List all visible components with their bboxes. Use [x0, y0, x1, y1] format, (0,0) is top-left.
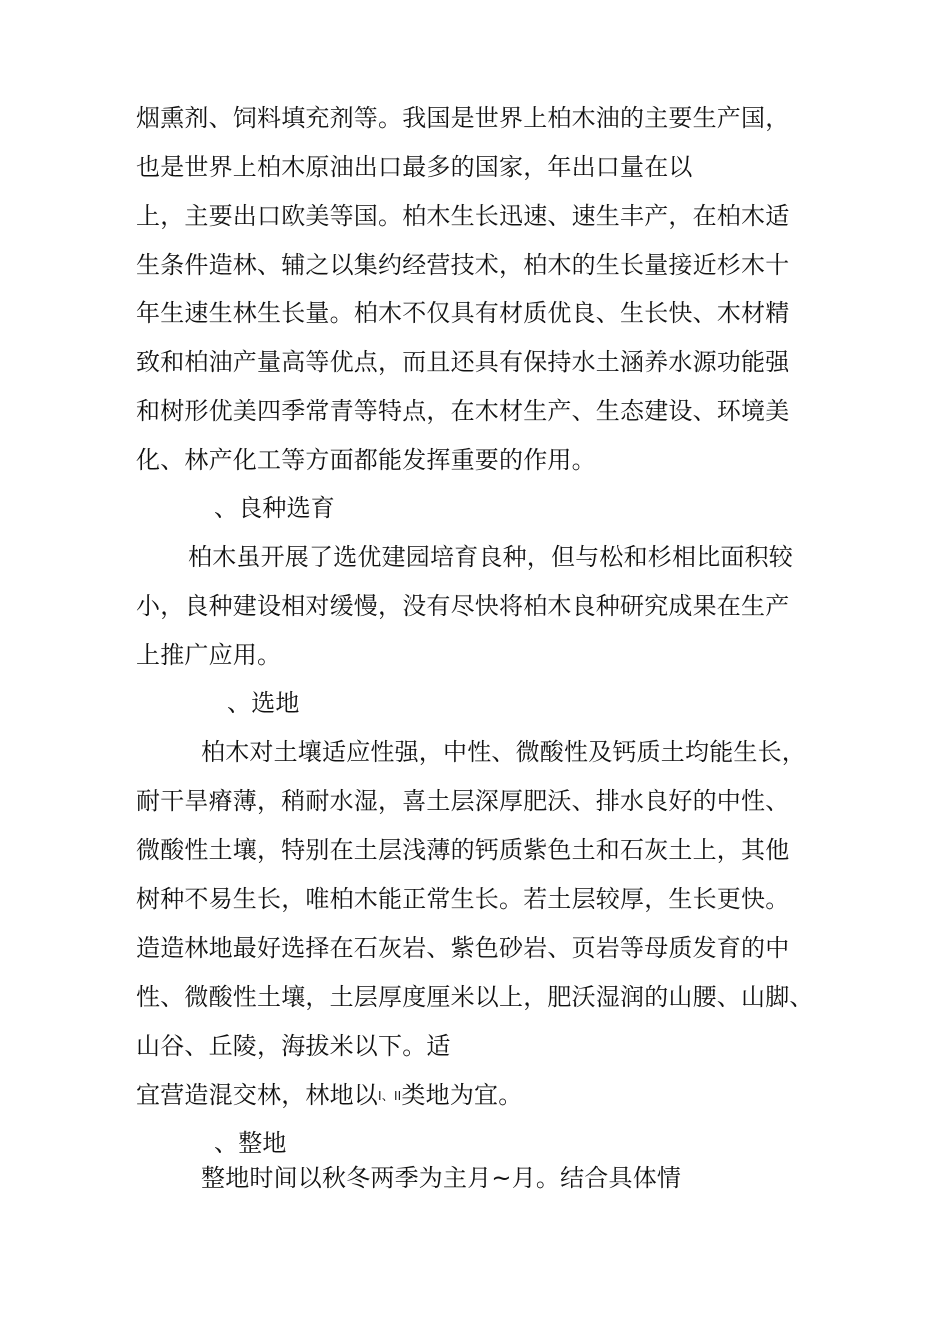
- text-line-20: 整地时间以秋冬两季为主月~月。结合具体情: [201, 1164, 682, 1192]
- text-line-6: 致和柏油产量高等优点，而且还具有保持水土涵养水源功能强: [136, 348, 790, 376]
- text-line-17: 性、微酸性土壤，土层厚度厘米以上，肥沃湿润的山腰、山脚、: [136, 983, 814, 1011]
- text-line-9: 柏木虽开展了选优建园培育良种，但与松和杉相比面积较: [188, 543, 793, 571]
- text-line-13: 耐干旱瘠薄，稍耐水湿，喜土层深厚肥沃、排水良好的中性、: [136, 787, 790, 815]
- text-line-14: 微酸性土壤，特别在土层浅薄的钙质紫色土和石灰土上，其他: [136, 836, 790, 864]
- section-heading-site-selection: 、选地: [227, 689, 300, 717]
- text-line-19: [136, 1080, 522, 1111]
- text-line-5: 年生速生林生长量。柏木不仅具有材质优良、生长快、木材精: [136, 299, 790, 327]
- text-line-3: 上，主要出口欧美等国。柏木生长迅速、速生丰产，在柏木适: [136, 202, 790, 230]
- roman-numeral-label: I、II: [378, 1089, 402, 1103]
- text-line-2: 也是世界上柏木原油出口最多的国家，年出口量在以: [136, 153, 693, 181]
- text-line-4: 生条件造林、辅之以集约经营技术，柏木的生长量接近杉木十: [136, 251, 790, 279]
- text-line-18: 山谷、丘陵，海拔米以下。适: [136, 1032, 451, 1060]
- text-line-19-part-b: 类地为宜。: [401, 1081, 523, 1109]
- text-line-12: 柏木对土壤适应性强，中性、微酸性及钙质土均能生长，: [201, 738, 806, 766]
- text-line-7: 和树形优美四季常青等特点，在木材生产、生态建设、环境美: [136, 397, 790, 425]
- text-line-16: 造造林地最好选择在石灰岩、紫色砂岩、页岩等母质发育的中: [136, 934, 790, 962]
- text-line-8: 化、林产化工等方面都能发挥重要的作用。: [136, 446, 596, 474]
- text-line-1: 烟熏剂、饲料填充剂等。我国是世界上柏木油的主要生产国，: [136, 104, 790, 132]
- section-heading-breeding: 、良种选育: [214, 494, 335, 522]
- section-heading-land-preparation: 、整地: [214, 1129, 287, 1157]
- text-line-11: 上推广应用。: [136, 641, 282, 669]
- text-line-10: 小，良种建设相对缓慢，没有尽快将柏木良种研究成果在生产: [136, 592, 790, 620]
- text-line-15: 树种不易生长，唯柏木能正常生长。若土层较厚，生长更快。: [136, 885, 790, 913]
- text-line-19-part-a: 宜营造混交林，林地以: [136, 1081, 378, 1109]
